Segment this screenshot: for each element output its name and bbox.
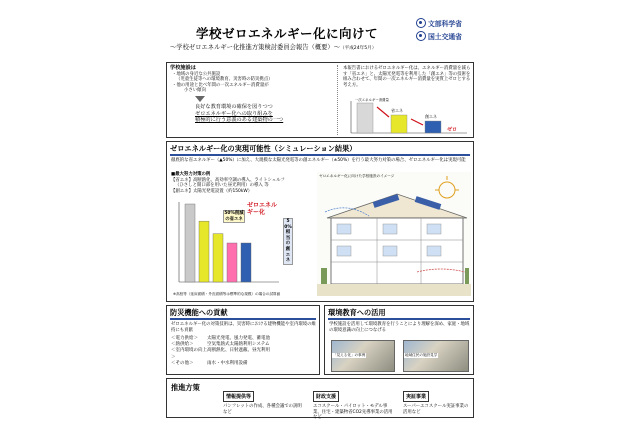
promotion-tag: 情報提供等 xyxy=(223,391,254,402)
chart-bar xyxy=(213,234,223,282)
promotion-item xyxy=(313,383,395,421)
report-date: （平成24年5月） xyxy=(340,46,377,51)
intro-conclusion-line: 積極的に行う意義のある建築物の一つ xyxy=(195,117,284,124)
logo-mlit xyxy=(416,31,462,41)
mini-chart-label: 創エネ xyxy=(425,114,437,119)
intro-bullet: ・他の用途と比べ年間の一次エネルギー消費量が xyxy=(172,82,269,88)
education-section xyxy=(324,305,474,375)
promotion-tag: 財政支援 xyxy=(313,391,339,402)
feasibility-text: 徹底的な省エネルギー（▲50%）に加え、大規模な太陽光発電等の創エネルギー（±50%）を行う最大努力対策の場合、ゼロエネルギー化は実現可能 xyxy=(171,158,466,163)
intro-bullet: ・地域の身近な公共施設 xyxy=(172,71,221,77)
chart-bar xyxy=(241,243,251,282)
heading-underline xyxy=(170,154,470,156)
building-diagram xyxy=(317,172,471,296)
heading-underline xyxy=(170,318,316,320)
subtitle-text: ～学校ゼロエネルギー化推進方策検討委員会報告（概要）～ xyxy=(170,44,341,51)
chart-bar xyxy=(199,221,209,282)
building-diagram-label: ゼロエネルギー化に向けた学校施設のイメージ xyxy=(319,174,395,178)
disaster-measures-list xyxy=(171,336,317,367)
promotion-item xyxy=(403,383,471,415)
school-building-illustration xyxy=(317,172,471,296)
page-subtitle xyxy=(170,42,470,51)
visualization-photo xyxy=(331,340,395,372)
promotion-text: パンフレットの作成、各種会議での説明など xyxy=(223,404,302,415)
promotion-item xyxy=(223,383,303,415)
mlit-logo-icon xyxy=(416,31,426,41)
promotion-text: エコスクール・パイロット・モデル事業、住宅・建築物省CO2先導事業の活用など xyxy=(313,404,393,421)
intro-bullet: 小さい傾向 xyxy=(184,88,206,94)
feasibility-section xyxy=(166,141,474,302)
education-text: 学校施設を活用して環境教育を行うことにより理解を深め、家庭・地域の環境意識の向上につなげる xyxy=(329,322,470,333)
measure-category: ＜室内環境の向上＞ xyxy=(171,348,207,360)
intro-conclusion-line: 良好な教育環境の確保を図りつつ xyxy=(195,104,273,110)
disaster-section xyxy=(166,305,320,375)
site-visit-photo xyxy=(403,340,469,372)
logo-mext-text: 文部科学省 xyxy=(428,20,462,28)
feasibility-heading: ゼロエネルギー化の実現可能性（シミュレーション結果） xyxy=(170,144,357,153)
heading-underline xyxy=(328,318,470,320)
mini-chart-label: 省エネ xyxy=(391,108,403,113)
zero-energy-mini-chart xyxy=(347,97,471,137)
disaster-heading: 防災機能への貢献 xyxy=(170,308,228,317)
promotion-tag: 実証事業 xyxy=(403,391,429,402)
report-page xyxy=(162,0,478,426)
measure-category: ＜電力供給＞ xyxy=(171,336,198,341)
promotion-text: スーパーエコスクール実証事業の活用など xyxy=(403,404,469,415)
logo-mlit-text: 国土交通省 xyxy=(428,33,462,41)
promotion-section xyxy=(166,378,474,421)
chart-label-generation: 50%相当の創エネ xyxy=(284,219,292,264)
chart-label-savings: 50%削減の省エネ xyxy=(224,211,244,222)
chart-bar xyxy=(185,204,195,282)
measure-category: ＜その他＞ xyxy=(171,360,194,366)
intro-conclusion-line: ゼロエネルギー化への取り組みを xyxy=(195,110,273,117)
intro-section xyxy=(166,62,474,138)
measure-value: 太陽光発電、風力発電、蓄電池 xyxy=(207,336,270,341)
intro-bullet: （児童生徒等への環境教育、災害時の防災拠点） xyxy=(176,77,273,83)
mini-chart-label: 一次エネルギー消費量 xyxy=(355,98,389,102)
measure-value: 空気集熱式太陽熱利用システム xyxy=(207,342,270,348)
page-title: 学校ゼロエネルギー化に向けて xyxy=(195,26,378,41)
intro-heading: 学校施設は xyxy=(170,65,196,71)
zero-energy-definition: 本報告書におけるゼロエネルギー化は、エネルギー消費量を減らす「省エネ」と、太陽光発電等を利用した「創エネ」等の技術を組み合わせて、年間の一次エネルギー消費量を実質上ゼロとする考え方。 xyxy=(343,66,471,88)
measure-line: 【創エネ】太陽光発電設置（約150kW） xyxy=(171,188,253,194)
education-heading: 環境教育への活用 xyxy=(328,308,386,317)
disaster-measure xyxy=(171,361,317,367)
chart-bar xyxy=(227,243,237,282)
measure-category: ＜熱供給＞ xyxy=(171,342,194,348)
disaster-measure xyxy=(171,348,317,360)
promotion-heading: 推進方策 xyxy=(171,383,200,392)
logo-mext xyxy=(416,18,462,28)
measure-line: 【省エネ】高断熱化、高効率空調の導入、ライトシェルフ xyxy=(171,177,285,183)
chart-label-zero-energy: ゼロエネルギー化 xyxy=(247,202,278,216)
photo-caption: 地域住民の施設見学 xyxy=(405,353,438,357)
disaster-text: ゼロエネルギー化の対策技術は、災害時における建物機能や室内環境の維持にも貢献 xyxy=(171,322,316,333)
measure-line: （ひさしと開口部を用いた昼光利用）の導入 等 xyxy=(175,183,269,189)
mini-chart-label: ゼロ xyxy=(447,127,458,133)
mext-logo-icon xyxy=(416,18,426,28)
measure-value: 雨水・中水利用設備 xyxy=(207,360,248,366)
photo-caption: 「見える化」の事例 xyxy=(333,353,366,357)
measure-value: 高断熱化、日射遮蔽、昼光利用 xyxy=(207,348,270,354)
down-arrow-icon xyxy=(195,96,205,102)
chart-note: ※高校等（延床面積・外皮面積等は標準的な規模）の場合の試算値 xyxy=(173,292,281,296)
section-divider xyxy=(337,65,338,135)
measures-title: ■最大努力対策の例 xyxy=(171,172,211,177)
